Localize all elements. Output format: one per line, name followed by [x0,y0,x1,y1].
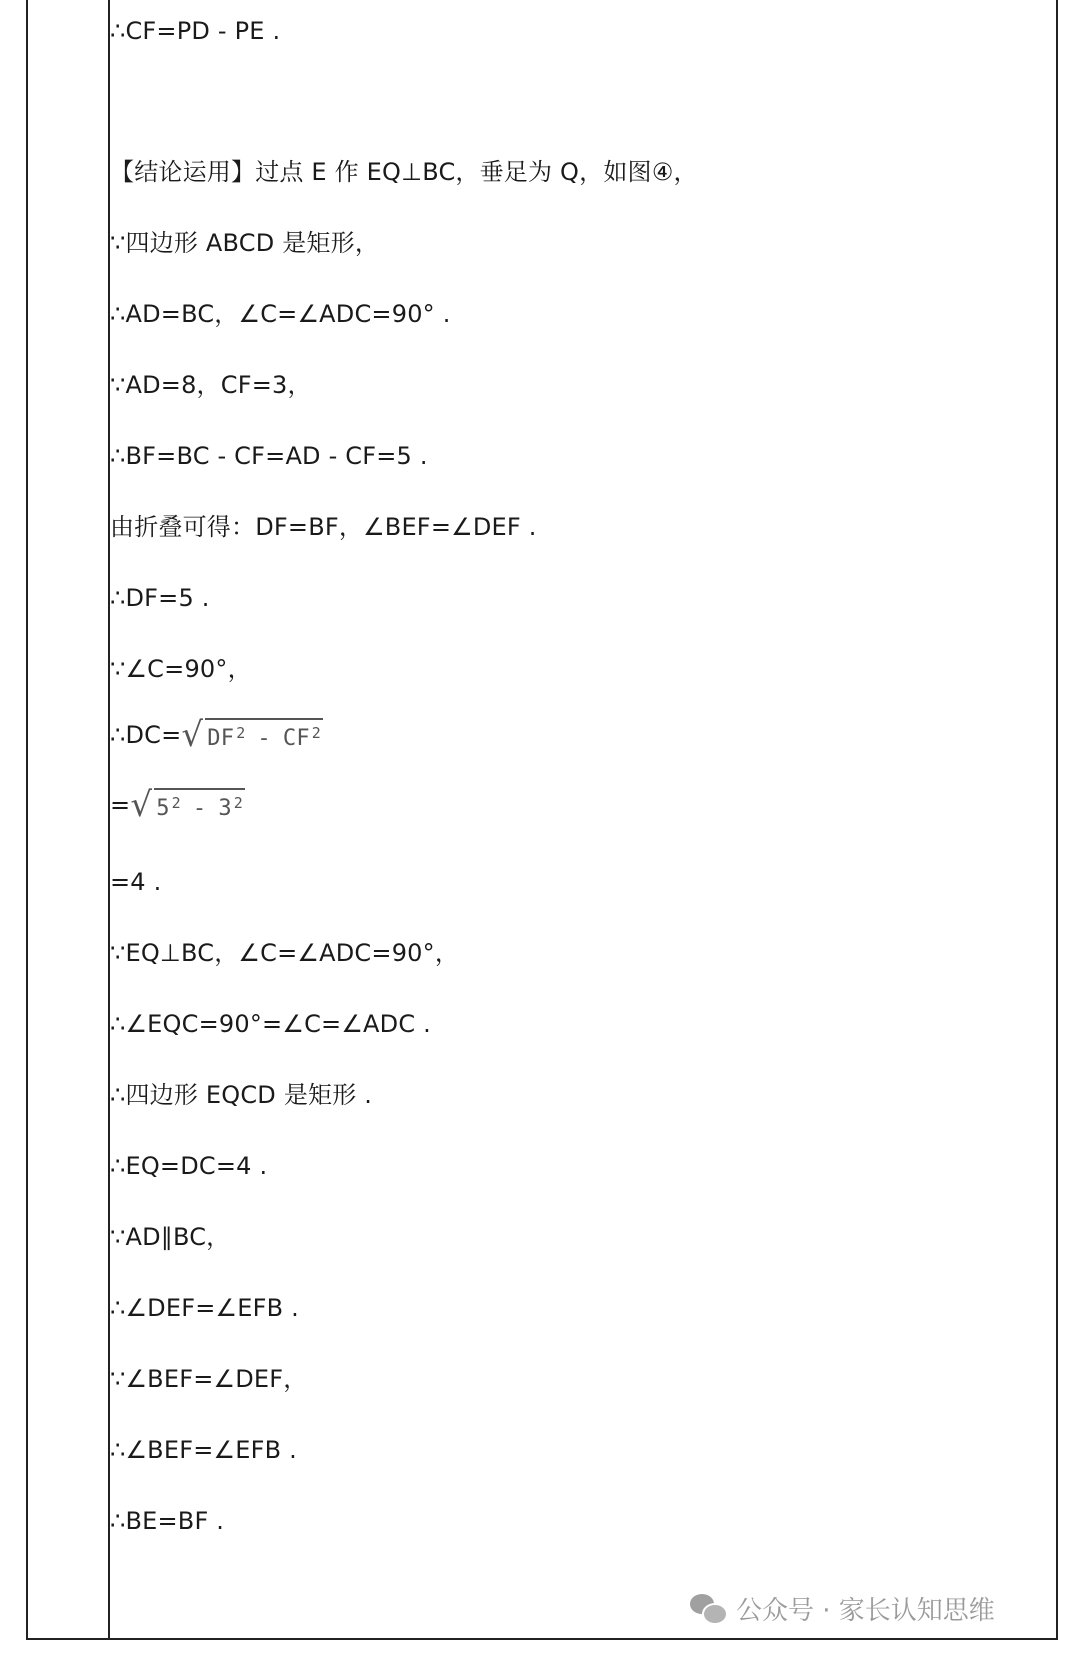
exponent: 2 [236,724,246,742]
formula-num-line [110,785,245,825]
solution-line: ∴DF=5 . [110,584,210,612]
minus-sign: - [257,726,271,751]
sqrt-sign-icon: √ [181,715,204,755]
exponent: 2 [233,794,244,812]
solution-line: ∴BF=BC - CF=AD - CF=5 . [110,442,428,470]
solution-line: ∵四边形 ABCD 是矩形， [110,229,380,257]
radicand-term: DF [207,726,235,751]
formula-dc-line [110,715,323,755]
solution-line: ∵AD=8，CF=3， [110,371,312,399]
exponent: 2 [171,794,181,812]
solution-line: 【结论运用】过点 E 作 EQ⊥BC，垂足为 Q，如图④， [110,158,698,186]
solution-line: ∴四边形 EQCD 是矩形 . [110,1081,373,1109]
radicand-term: CF [282,726,310,751]
solution-line: ∴AD=BC，∠C=∠ADC=90° . [110,300,451,328]
solution-line: ∵AD∥BC， [110,1223,231,1251]
solution-line: ∴EQ=DC=4 . [110,1152,268,1180]
sqrt-formula-image [130,785,245,825]
solution-line: 由折叠可得：DF=BF，∠BEF=∠DEF . [110,513,537,541]
radicand-term: 5 [156,796,170,821]
formula-prefix: = [110,791,131,819]
solution-line: ∴CF=PD - PE . [110,17,281,45]
solution-line: ∵∠C=90°， [110,655,252,683]
formula-prefix: ∴DC= [110,721,182,749]
watermark-text: 公众号 · 家长认知思维 [736,1596,995,1626]
solution-line: ∴∠DEF=∠EFB . [110,1294,299,1322]
solution-line: ∵EQ⊥BC，∠C=∠ADC=90°， [110,939,460,967]
sqrt-formula-image [181,715,323,755]
wechat-watermark [690,1590,995,1627]
solution-line: ∴BE=BF . [110,1507,225,1535]
exponent: 2 [311,724,321,742]
minus-sign: - [192,796,207,821]
radicand-term: 3 [218,796,232,821]
solution-line: ∴∠BEF=∠EFB . [110,1436,297,1464]
sqrt-sign-icon: √ [130,785,153,825]
solution-line: ∴∠EQC=90°=∠C=∠ADC . [110,1010,431,1038]
wechat-icon [690,1594,726,1624]
solution-line: ∵∠BEF=∠DEF， [110,1365,308,1393]
solution-line: =4 . [110,868,162,896]
